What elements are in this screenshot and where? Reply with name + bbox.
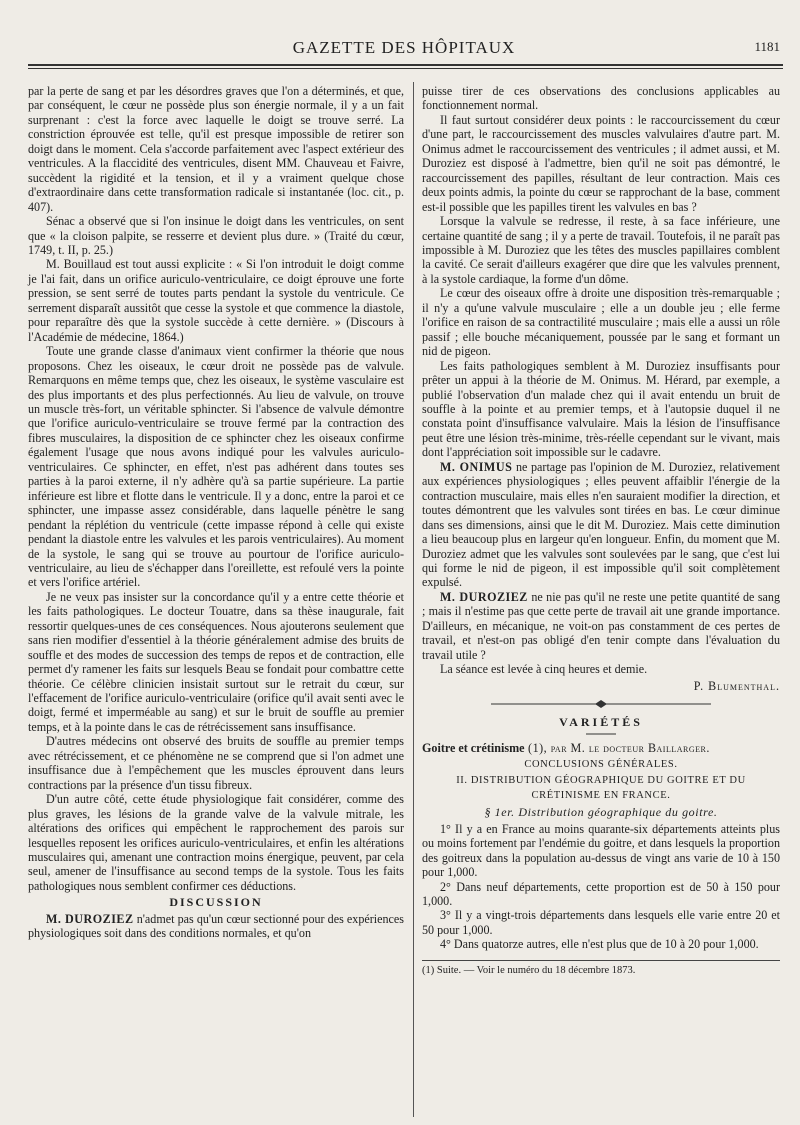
left-column <box>28 84 404 941</box>
right-paragraph-2: Il faut surtout considérer deux points : le raccourcissement du cœur d'une part, le raccourcissement des muscles valvulaires d'autre part. M. Onimus admet le raccourcissement des ventricules ; il admet aussi, et M. Duroziez est disposé à l'admettre, bien qu'il ne soit pas démontré, le raccourcissement des papilles, résultant de leur contraction. Mais ces deux points admis, la pointe du cœur se rapprochant de la base, comment est-il possible que les papilles tirent les valvules en bas ? <box>422 112 780 214</box>
header-rule-thick <box>28 64 783 66</box>
speaker-name: M. ONIMUS <box>440 459 513 474</box>
author-signature: P. Blumenthal. <box>693 678 780 693</box>
goitre-article-title <box>422 741 780 755</box>
masthead <box>28 38 780 60</box>
left-paragraph-7: D'un autre côté, cette étude physiologique fait considérer, comme des plus graves, les lésions de la grande valve de la valvule mitrale, les altérations des orifices qui empêchent le rapprochement des parois sur lesquelles reposent les orifices auriculo-ventriculaires, et enfin les altérations musculaires qui, amenant une contraction moins énergique, peuvent, par cela seul, amener de l'insuffisance au second temps de la systole. Tous les faits pathologiques nous semblent confirmer ces déductions. <box>28 792 404 893</box>
speaker-text: ne partage pas l'opinion de M. Duroziez, relativement aux expériences physiologiques ; elles peuvent affaiblir l'énergie de la contraction musculaire, mais elles n'en sauraient modifier la direction, et toutes démontrent que les valvules sont tirées en bas. Le cœur diminue dans ses dimensions, ainsi que le dit M. Duroziez. Mais cette diminution a lieu beaucoup plus en largeur qu'en longueur. Enfin, du moment que M. Duroziez admet que les valvules sont soulevées par le sang, que c'est lui qui forme le nid de pigeon, il est impossible qu'il soit complètement expulsé. <box>422 459 781 590</box>
footnote: (1) Suite. — Voir le numéro du 18 décembre 1873. <box>422 964 636 976</box>
article-byline: (1), par M. le docteur Baillarger. <box>524 741 710 756</box>
discussion-heading: DISCUSSION <box>169 895 263 910</box>
left-paragraph-8 <box>28 912 404 941</box>
right-paragraph-7 <box>422 590 780 662</box>
list-item-3: 3° Il y a vingt-trois départements dans lesquels elle varie entre 20 et 50 pour 1,000. <box>422 908 780 937</box>
article-title: Goitre et crétinisme <box>422 741 525 756</box>
footnote-rule <box>422 960 780 961</box>
varietes-heading: VARIÉTÉS <box>559 715 643 730</box>
list-item-4: 4° Dans quatorze autres, elle n'est plus que de 10 à 20 pour 1,000. <box>440 937 759 952</box>
left-paragraph-1: par la perte de sang et par les désordres graves que l'on a déterminés, et que, par conséquent, le cœur ne possède plus son énergie normale, il y a un fait surprenant : c'est la force avec laquelle le doigt se trouve serré. La constriction éprouvée est telle, qu'il est presque impossible de retirer son doigt dans le moment. Cela s'accorde parfaitement avec l'aspect extérieur des ventricules. A la flaccidité des ventricules, disent MM. Chauveau et Faivre, succèdent la rigidité et la tension, et il y a vraiment quelque chose d'extraordinaire dans cette transformation radicale si instantanée (loc. cit., p. 407). <box>28 84 404 214</box>
conclusions-heading: CONCLUSIONS GÉNÉRALES. <box>524 758 678 770</box>
speaker-name: M. DUROZIEZ <box>440 589 528 604</box>
ornament-divider-icon <box>491 699 711 709</box>
left-paragraph-5: Je ne veux pas insister sur la concordance qu'il y a entre cette théorie et les faits pathologiques. Le docteur Touatre, dans sa thèse inaugurale, fait ressortir quelques-unes de ces conséquences. Nous ajouterons seulement que sans rien modifier d'essentiel à la théorie généralement admise des bruits de souffle et des modes de succession des temps de repos et de contraction, elle permet d'y ramener les faits sur lesquels Beau se fondait pour combattre cette théorie. Ce célèbre clinicien insistait surtout sur le retrait du cœur, sur l'effacement de l'orifice auriculo-ventriculaire (orifice qu'il avait senti avec le doigt, fermé et imperméable au sang) et sur le bruit de souffle au premier temps, et à la pointe dans le cas de rétrécissement sans insuffisance. <box>28 589 404 734</box>
right-paragraph-4: Le cœur des oiseaux offre à droite une disposition très-remarquable ; il n'y a qu'une valvule musculaire ; elle a un double jeu ; elle ferme l'orifice en raison de sa contractilité musculaire ; mais elle a aussi un rôle passif ; elle bouche mécaniquement, poussée par le sang et formant un nid de pigeon. <box>422 286 780 359</box>
left-paragraph-4: Toute une grande classe d'animaux vient confirmer la théorie que nous proposons. Chez les oiseaux, le cœur droit ne possède pas de valvule. Remarquons en même temps que, chez les oiseaux, le système vasculaire est des plus importants et des plus perfectionnés. Au lieu de valvule, on trouve un muscle très-fort, un véritable sphincter. Si l'absence de valvule démontre que l'orifice auriculo-ventriculaire se trouve fermé par la contraction des fibres musculaires, la disposition de ce sphincter chez les oiseaux confirme également l'usage que nous avons indiqué pour les valvules auriculo-ventriculaires. Ce sphincter, en effet, n'est pas adhérent dans toutes ses parties à la paroi externe, il n'y adhère qu'à sa partie supérieure. La partie inférieure est libre et flotte dans le ventricule. Il y a donc, entre la paroi et ce sphincter, une impasse assez considérable, dans laquelle pénètre le sang pendant la réplétion du ventricule (cette impasse répond à celle qui existe pendant la diastole entre les valvules et les parois ventriculaires). Au moment de la systole, le sang qui se trouve au pourtour de l'orifice auriculo-ventriculaire, au lieu de s'échapper dans l'oreillette, est refoulé vers la pointe et vers l'orifice artériel. <box>28 344 404 590</box>
left-paragraph-3: M. Bouillaud est tout aussi explicite : « Si l'on introduit le doigt comme je l'ai fait, dans un orifice auriculo-ventriculaire, ce doigt éprouve une forte pression, se sent serré de toutes parts pendant la systole du ventricule. Ce serrement disparaît aussitôt que cesse la systole et que commence la diastole, pour reparaître dès que la systole succède à cette dernière. » (Discours à l'Académie de médecine, 1864.) <box>28 257 404 344</box>
subsection-heading: § 1er. Distribution géographique du goitre. <box>484 805 718 820</box>
list-item-1: 1° Il y a en France au moins quarante-six départements atteints plus ou moins fortement par l'endémie du goitre, et dans lesquels la proportion des goitreux dans la population au-dessus de vingt ans varie de 10 à 150 pour 1,000. <box>422 821 780 880</box>
column-divider <box>413 82 414 1117</box>
left-paragraph-2: Sénac a observé que si l'on insinue le doigt dans les ventricules, on sent que « la cloison palpite, se resserre et devient plus dure. » (Traité du cœur, 1749, t. II, p. 25.) <box>28 214 404 257</box>
right-paragraph-3: Lorsque la valvule se redresse, il reste, à sa face inférieure, une certaine quantité de sang ; il y a perte de travail. Toutefois, il ne paraît pas impossible à M. Duroziez que les têtes des muscles papillaires comblent la cavité. Ce serait d'ailleurs exagérer que dire que les valvules prennent, à la systole cardiaque, la forme d'un dôme. <box>422 214 780 286</box>
page-number: 1181 <box>754 39 780 54</box>
right-paragraph-1: puisse tirer de ces observations des conclusions applicables au fonctionnement normal. <box>422 84 780 113</box>
right-paragraph-6 <box>422 460 780 590</box>
speaker-name: M. DUROZIEZ <box>46 911 134 926</box>
short-rule-icon <box>586 731 616 737</box>
list-item-2: 2° Dans neuf départements, cette proportion est de 50 à 150 pour 1,000. <box>422 879 780 909</box>
section-heading: II. DISTRIBUTION GÉOGRAPHIQUE DU GOITRE ET DU CRÉTINISME EN FRANCE. <box>456 775 746 801</box>
journal-title: GAZETTE DES HÔPITAUX <box>292 38 516 57</box>
left-paragraph-6: D'autres médecins ont observé des bruits de souffle au premier temps avec rétrécissement, et ce phénomène ne se comprend que si l'on admet une insuffisance due à l'empêchement que les muscles éprouvent dans leurs contractions par la présence d'un tissu fibreux. <box>28 734 404 792</box>
speaker-text: ne nie pas qu'il ne reste une petite quantité de sang ; mais il n'estime pas que cette perte de travail ait une grande importance. D'ailleurs, en mécanique, ne voit-on pas constamment de ces pertes de travail, et n'est-on pas obligé d'en tenir compte dans l'évaluation du travail utile ? <box>422 589 780 662</box>
right-paragraph-5: Les faits pathologiques semblent à M. Duroziez insuffisants pour prêter un appui à la théorie de M. Onimus. M. Hérard, par exemple, a publié l'observation d'un malade chez qui il avait entendu un bruit de souffle à la pointe et au premier temps, et à l'autopsie duquel il ne constata point d'insuffisance valvulaire. Mais la lésion de l'insuffisance peut être une lésion très-minime, très-réelle cependant sur le vivant, mais dont l'appréciation soit impossible sur le cadavre. <box>422 358 780 460</box>
header-rule-thin <box>28 68 783 69</box>
speaker-text: n'admet pas qu'un cœur sectionné pour des expériences physiologiques soit dans des conditions normales, et qu'on <box>28 911 404 941</box>
right-column <box>422 84 780 978</box>
right-paragraph-8: La séance est levée à cinq heures et demie. <box>440 662 648 677</box>
